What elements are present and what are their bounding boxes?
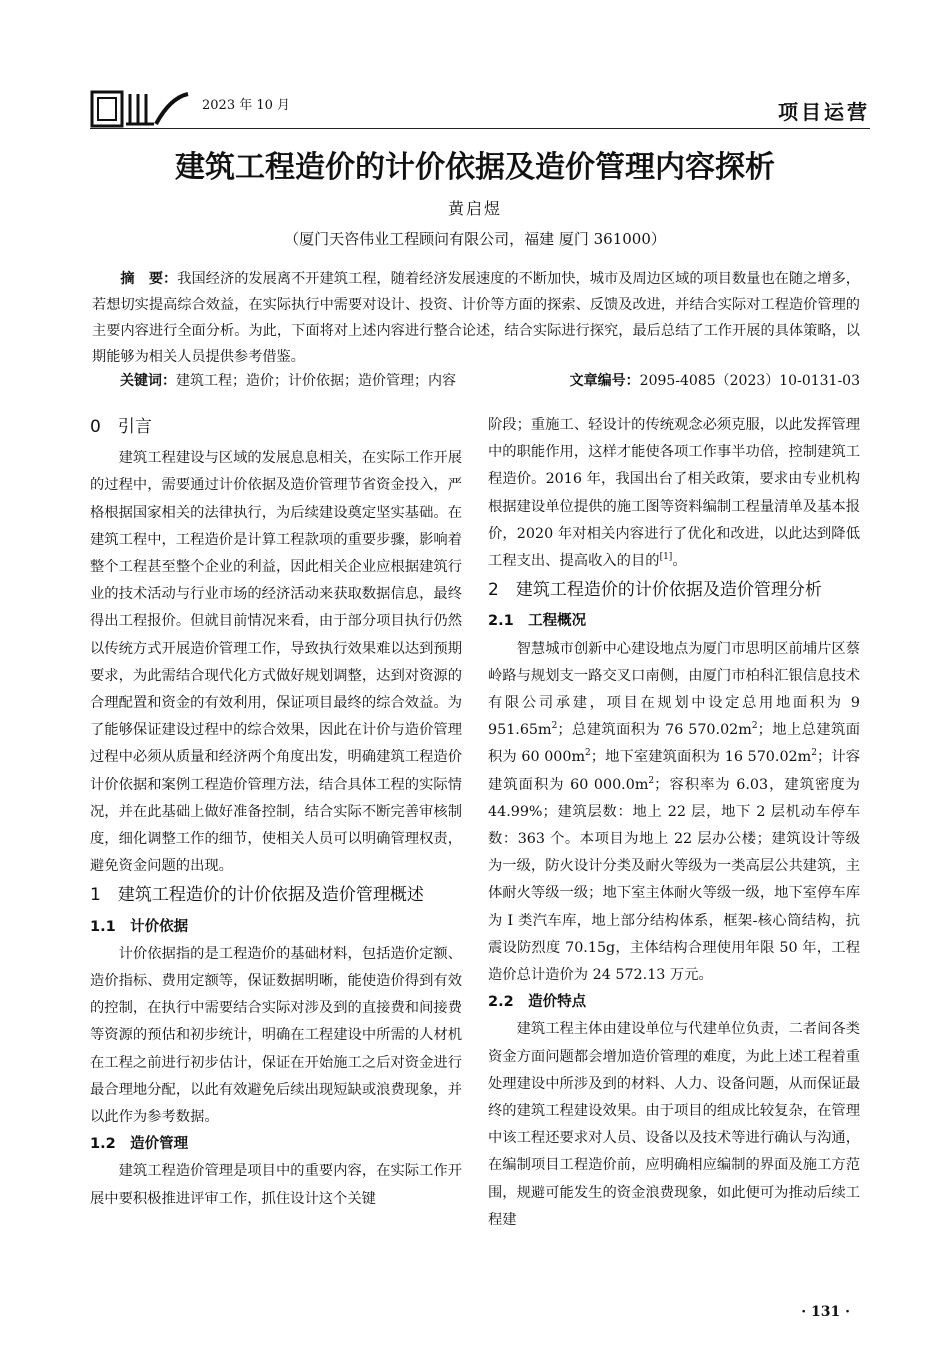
affiliation: （厦门天咨伟业工程顾问有限公司，福建 厦门 361000）	[284, 230, 666, 248]
left-column	[90, 412, 462, 1213]
issue-date: 2023 年 10 月	[202, 98, 291, 113]
keywords: 建筑工程；造价；计价依据；造价管理；内容	[176, 373, 456, 389]
citation-ref: [1]	[659, 552, 673, 563]
sq-3: 2	[585, 748, 591, 759]
article-title: 建筑工程造价的计价依据及造价管理内容探析	[175, 150, 775, 185]
section-0-paragraph: 建筑工程建设与区域的发展息息相关，在实际工作开展的过程中，需要通过计价依据及造价管理节省资金投入，严格根据国家相关的法律执行，为后续建设奠定坚实基础。在建筑工程中，工程造价是计算工程款项的重要步骤，影响着整个工程甚至整个企业的利益，因此相关企业应根据建筑行业的技术活动与行业市场的经济活动来获取数据信息，最终得出工程报价。但就目前情况来看，由于部分项目执行仍然以传统方式开展造价管理工作，导致执行效果难以达到预期要求，为此需结合现代化方式做好规划调整，达到对资源的合理配置和资金的有效利用，保证项目最终的综合效益。为了能够保证建设过程中的综合效果，因此在计价与造价管理过程中必须从质量和经济两个角度出发，明确建筑工程造价计价依据和案例工程造价管理方法，结合具体工程的实际情况，并在此基础上做好准备控制，结合实际不断完善审核制度，细化调整工作的细节，使相关人员可以明确管理权责，避免资金问题的出现。	[90, 450, 462, 875]
sq-1: 2	[551, 721, 558, 732]
keywords-line	[120, 370, 860, 390]
sq-5: 2	[648, 775, 655, 786]
header-rule	[90, 128, 870, 129]
abstract-label: 摘 要：	[120, 271, 178, 287]
text-b: ；总建筑面积为 76 570.02m	[557, 722, 752, 739]
text-e: ；计容建筑面积为 60 000.0m	[488, 749, 860, 793]
section-1-heading: 1 建筑工程造价的计价依据及造价管理概述	[90, 885, 424, 906]
section-0-heading: 0 引言	[90, 417, 152, 437]
section-2-2-paragraph: 建筑工程主体由建设单位与代建单位负责，二者间各类资金方面问题都会增加造价管理的难度，为此上述工程着重处理建设中所涉及到的材料、人力、设备问题，从而保证最终的建筑工程建设效果。由于项目的组成比较复杂，在管理中该工程还要求对人员、设备以及技术等进行确认与沟通，在编制项目工程造价前，应明确相应编制的界面及施工方范围，规避可能发生的资金浪费现象，如此便可为推动后续工程建	[488, 1021, 860, 1228]
text-a: 智慧城市创新中心建设地点为厦门市思明区前埔片区蔡岭路与规划支一路交叉口南侧，由厦门市柏科汇银信息技术有限公司承建，项目在规划中设定总用地面积为 9 951.65m	[488, 640, 860, 739]
abstract-text: 我国经济的发展离不开建筑工程，随着经济发展速度的不断加快，城市及周边区域的项目数量也在随之增多，若想切实提高综合效益，在实际执行中需要对设计、投资、计价等方面的探索、反馈及改进，并结合实际对工程造价管理的主要内容进行全面分析。为此，下面将对上述内容进行整合论述，结合实际进行探究，最后总结了工作开展的具体策略，以期能够为相关人员提供参考借鉴。	[92, 271, 860, 365]
article-number	[570, 370, 860, 390]
text-f: ；容积率为 6.03，建筑密度为 44.99%；建筑层数：地上 22 层，地下 2 层机动车停车数：363 个。本项目为地上 22 层办公楼；建筑设计等级为一级，防火设计分类及耐火等级为一类高层公共建筑，主体耐火等级一级；地下室主体耐火等级一级，地下室停车库为 I 类汽车库，地上部分结构体系，框架-核心筒结构，抗震设防烈度 70.15g，主体结构合理使用年限 50 年，工程造价总计造价为 24 572.13 万元。	[488, 776, 860, 984]
section-tag: 项目运营	[778, 100, 870, 124]
keywords-label: 关键词：	[120, 373, 176, 389]
right-column	[488, 412, 860, 1234]
sq-2: 2	[751, 721, 758, 732]
article-number-value: 2095-4085（2023）10-0131-03	[639, 373, 860, 389]
section-2-1-heading: 2.1 工程概况	[488, 613, 587, 630]
section-2-heading: 2 建筑工程造价的计价依据及造价管理分析	[488, 580, 822, 601]
section-1-1-heading: 1.1 计价依据	[90, 918, 189, 935]
author: 黄启煜	[447, 199, 502, 218]
sq-4: 2	[811, 748, 817, 759]
page-number: · 131 ·	[801, 1304, 850, 1320]
text-c: ；地上总建筑面积为 60 000m	[488, 722, 861, 766]
abstract	[92, 266, 860, 370]
paragraph-text: 阶段；重施工、轻设计的传统观念必须克服，以此发挥管理中的职能作用，这样才能使各项工作事半功倍，控制建筑工程造价。2016 年，我国出台了相关政策，要求由专业机构根据建设单位提供的施工图等资料编制工程量清单及基本报价，2020 年对相关内容进行了优化和改进，以此达到降低工程支出、提高收入的目的	[488, 417, 860, 570]
paragraph-end: 。	[672, 553, 687, 570]
journal-logo	[90, 88, 190, 130]
section-1-1-paragraph: 计价依据指的是工程造价的基础材料，包括造价定额、造价指标、费用定额等，保证数据明晰，能使造价得到有效的控制，在执行中需要结合实际对涉及到的直接费和间接费等资源的预估和初步统计，明确在工程建设中所需的人材机在工程之前进行初步估计，保证在开始施工之后对资金进行最合理地分配，以此有效避免后续出现短缺或浪费现象，并以此作为参考数据。	[90, 945, 462, 1126]
section-1-2-paragraph-cont	[488, 412, 860, 575]
section-2-2-heading: 2.2 造价特点	[488, 994, 587, 1011]
text-d: ；地下室建筑面积为 16 570.02m	[590, 749, 812, 766]
section-1-2-paragraph: 建筑工程造价管理是项目中的重要内容，在实际工作开展中要积极推进评审工作，抓住设计这个关键	[90, 1163, 462, 1207]
section-1-2-heading: 1.2 造价管理	[90, 1136, 189, 1153]
section-2-1-paragraph	[488, 636, 860, 990]
article-number-label: 文章编号：	[569, 373, 640, 389]
